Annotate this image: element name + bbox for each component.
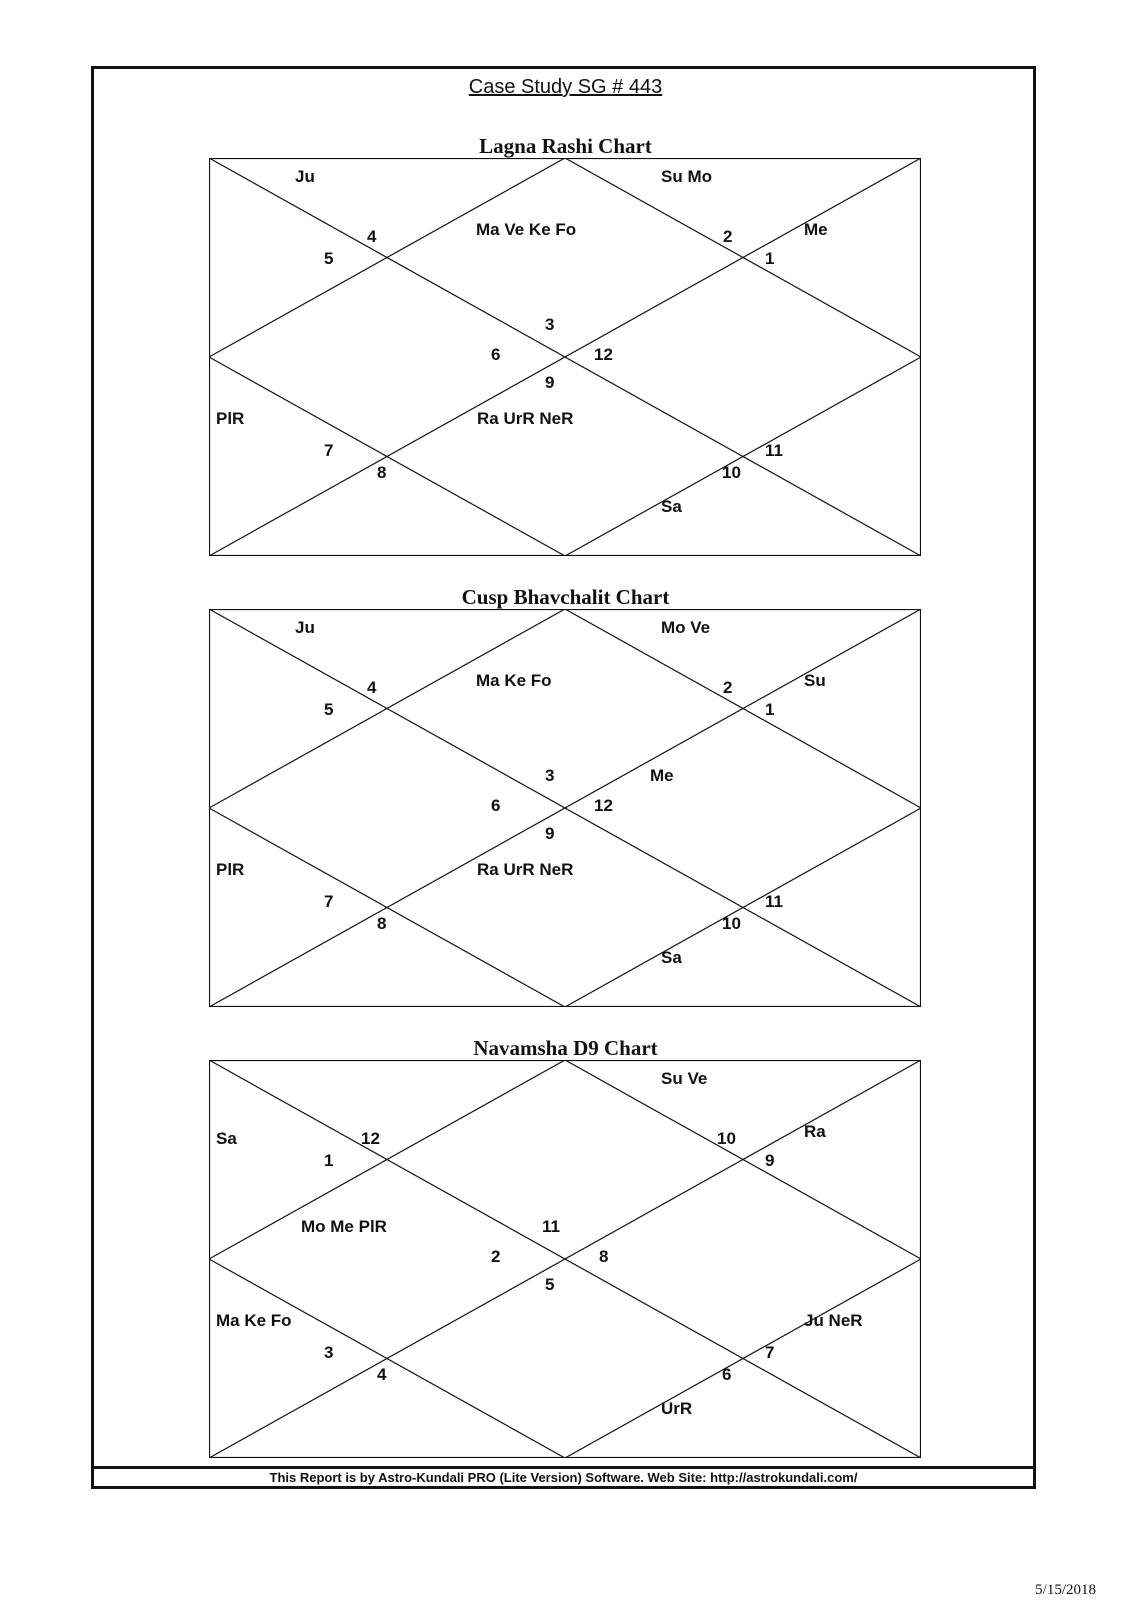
planet-label: Ju bbox=[295, 167, 315, 186]
planet-label: UrR bbox=[661, 1399, 693, 1418]
planet-label: Me bbox=[804, 220, 828, 239]
sign-number: 7 bbox=[324, 441, 334, 460]
planet-label: Sa bbox=[661, 948, 682, 967]
planet-label: Ra UrR NeR bbox=[477, 409, 574, 428]
footer-rule bbox=[91, 1466, 1036, 1469]
sign-number: 3 bbox=[545, 315, 555, 334]
planet-label: Su bbox=[804, 671, 826, 690]
planet-label: Su Ve bbox=[661, 1069, 708, 1088]
planet-label: PlR bbox=[216, 409, 245, 428]
sign-number: 11 bbox=[765, 892, 783, 911]
sign-number: 2 bbox=[723, 678, 733, 697]
planet-label: Ra bbox=[804, 1122, 826, 1141]
sign-number: 4 bbox=[367, 678, 377, 697]
chart-grid bbox=[209, 1060, 921, 1458]
sign-number: 1 bbox=[324, 1151, 334, 1170]
sign-number: 8 bbox=[377, 914, 387, 933]
report-footer: This Report is by Astro-Kundali PRO (Lite Version) Software. Web Site: http://astrokundali.com/ bbox=[269, 1470, 858, 1485]
sign-number: 1 bbox=[765, 249, 775, 268]
lagna-chart-title: Lagna Rashi Chart bbox=[479, 134, 652, 158]
planet-label: Ra UrR NeR bbox=[477, 860, 574, 879]
planet-label: Sa bbox=[216, 1129, 237, 1148]
sign-number: 7 bbox=[765, 1343, 775, 1362]
planet-label: PlR bbox=[216, 860, 245, 879]
sign-number: 12 bbox=[594, 345, 613, 364]
sign-number: 5 bbox=[324, 700, 334, 719]
sign-number: 4 bbox=[377, 1365, 387, 1384]
sign-number: 10 bbox=[717, 1129, 736, 1148]
planet-label: Ju bbox=[295, 618, 315, 637]
sign-number: 7 bbox=[324, 892, 334, 911]
sign-number: 6 bbox=[491, 345, 501, 364]
sign-number: 4 bbox=[367, 227, 377, 246]
sign-number: 3 bbox=[324, 1343, 334, 1362]
navamsha-d9-chart bbox=[209, 1060, 921, 1458]
sign-number: 10 bbox=[722, 463, 741, 482]
print-date: 5/15/2018 bbox=[1035, 1582, 1096, 1598]
navamsha-chart-title: Navamsha D9 Chart bbox=[473, 1036, 658, 1060]
sign-number: 8 bbox=[377, 463, 387, 482]
sign-number: 9 bbox=[545, 824, 555, 843]
sign-number: 3 bbox=[545, 766, 555, 785]
sign-number: 6 bbox=[722, 1365, 732, 1384]
chart-grid bbox=[209, 158, 921, 556]
bhavchalit-chart-title: Cusp Bhavchalit Chart bbox=[461, 585, 670, 609]
sign-number: 11 bbox=[542, 1217, 560, 1236]
sign-number: 11 bbox=[765, 441, 783, 460]
sign-number: 2 bbox=[491, 1247, 501, 1266]
sign-number: 12 bbox=[361, 1129, 380, 1148]
chart-grid bbox=[209, 609, 921, 1007]
sign-number: 1 bbox=[765, 700, 775, 719]
planet-label: Me bbox=[650, 766, 674, 785]
planet-label: Mo Me PlR bbox=[301, 1217, 387, 1236]
planet-label: Ma Ke Fo bbox=[476, 671, 552, 690]
sign-number: 9 bbox=[545, 373, 555, 392]
planet-label: Ma Ve Ke Fo bbox=[476, 220, 577, 239]
sign-number: 5 bbox=[324, 249, 334, 268]
sign-number: 9 bbox=[765, 1151, 775, 1170]
document-title: Case Study SG # 443 bbox=[468, 76, 663, 98]
planet-label: Ma Ke Fo bbox=[216, 1311, 292, 1330]
sign-number: 2 bbox=[723, 227, 733, 246]
planet-label: Su Mo bbox=[661, 167, 712, 186]
lagna-rashi-chart bbox=[209, 158, 921, 556]
planet-label: Ju NeR bbox=[804, 1311, 863, 1330]
sign-number: 6 bbox=[491, 796, 501, 815]
sign-number: 5 bbox=[545, 1275, 555, 1294]
sign-number: 10 bbox=[722, 914, 741, 933]
cusp-bhavchalit-chart bbox=[209, 609, 921, 1007]
planet-label: Sa bbox=[661, 497, 682, 516]
planet-label: Mo Ve bbox=[661, 618, 711, 637]
sign-number: 8 bbox=[599, 1247, 609, 1266]
sign-number: 12 bbox=[594, 796, 613, 815]
